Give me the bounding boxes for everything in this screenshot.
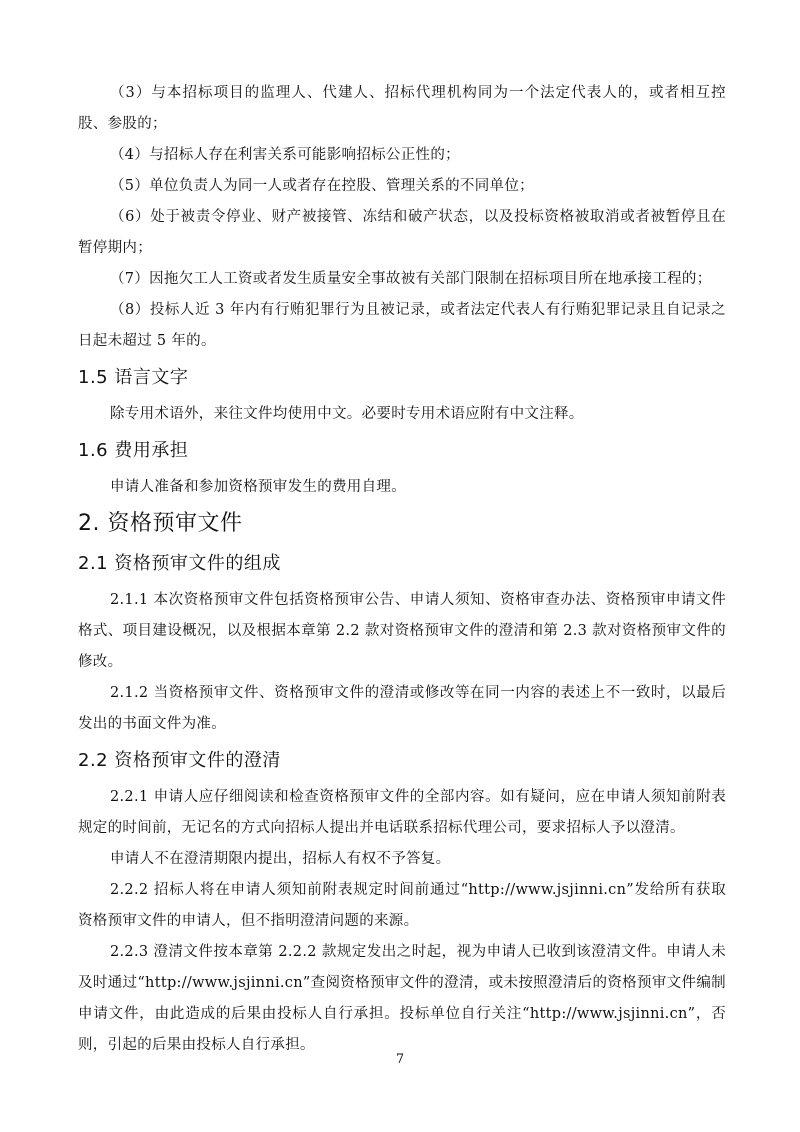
page-content bbox=[78, 78, 726, 1061]
paragraph-item-5: （5）单位负责人为同一人或者存在控股、管理关系的不同单位； bbox=[110, 178, 534, 194]
paragraph-2-1-2: 2.1.2 当资格预审文件、资格预审文件的澄清或修改等在同一内容的表述上不一致时，以最后发出的书面文件为准。 bbox=[78, 685, 726, 732]
paragraph-no-reply: 申请人不在澄清期限内提出，招标人有权不予答复。 bbox=[110, 851, 451, 867]
paragraph-item-3: （3）与本招标项目的监理人、代建人、招标代理机构同为一个法定代表人的，或者相互控股、参股的； bbox=[78, 85, 726, 132]
paragraph-2-2-2: 2.2.2 招标人将在申请人须知前附表规定时间前通过“http://www.jsjinni.cn”发给所有获取资格预审文件的申请人，但不指明澄清问题的来源。 bbox=[78, 882, 726, 929]
paragraph-2-2-3: 2.2.3 澄清文件按本章第 2.2.2 款规定发出之时起，视为申请人已收到该澄清文件。申请人未及时通过“http://www.jsjinni.cn”查阅资格预审文件的澄清，或未按照澄清后的资格预审文件编制申请文件，由此造成的后果由投标人自行承担。投标单位自行关注“http://www.jsjinni.cn”，否则，引起的后果由投标人自行承担。 bbox=[78, 944, 726, 1053]
section-heading-2-2: 2.2 资格预审文件的澄清 bbox=[78, 750, 281, 771]
paragraph-costs: 申请人准备和参加资格预审发生的费用自理。 bbox=[110, 479, 406, 495]
paragraph-item-8: （8）投标人近 3 年内有行贿犯罪行为且被记录，或者法定代表人有行贿犯罪记录且自记录之日起未超过 5 年的。 bbox=[78, 302, 726, 349]
paragraph-item-7: （7）因拖欠工人工资或者发生质量安全事故被有关部门限制在招标项目所在地承接工程的； bbox=[110, 271, 712, 287]
chapter-heading-2: 2. 资格预审文件 bbox=[78, 511, 243, 536]
paragraph-2-2-1: 2.2.1 申请人应仔细阅读和检查资格预审文件的全部内容。如有疑问，应在申请人须知前附表规定的时间前，无记名的方式向招标人提出并电话联系招标代理公司，要求招标人予以澄清。 bbox=[78, 789, 726, 836]
paragraph-2-1-1: 2.1.1 本次资格预审文件包括资格预审公告、申请人须知、资格审查办法、资格预审申请文件格式、项目建设概况，以及根据本章第 2.2 款对资格预审文件的澄清和第 2.3 款对资格预审文件的修改。 bbox=[78, 592, 726, 670]
paragraph-item-4: （4）与招标人存在利害关系可能影响招标公正性的； bbox=[110, 147, 460, 163]
section-heading-1-5: 1.5 语言文字 bbox=[78, 367, 189, 388]
section-heading-2-1: 2.1 资格预审文件的组成 bbox=[78, 553, 281, 574]
paragraph-language: 除专用术语外，来往文件均使用中文。必要时专用术语应附有中文注释。 bbox=[110, 406, 584, 422]
page-number: 7 bbox=[395, 1052, 405, 1067]
section-heading-1-6: 1.6 费用承担 bbox=[78, 440, 189, 461]
paragraph-item-6: （6）处于被责令停业、财产被接管、冻结和破产状态，以及投标资格被取消或者被暂停且在暂停期内； bbox=[78, 209, 726, 256]
